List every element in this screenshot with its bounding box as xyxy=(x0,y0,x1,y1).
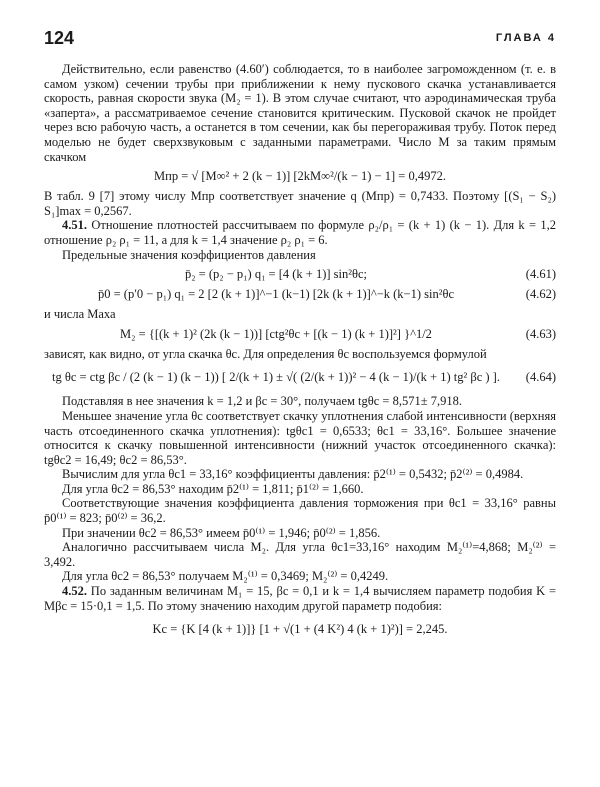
formula-text: Mпр = √ [M∞² + 2 (k − 1)] [2kM∞²/(k − 1) − 1] = 0,4972. xyxy=(154,169,446,184)
paragraph: При значении θc2 = 86,53° имеем p̄0⁽¹⁾ = 1,946; p̄0⁽²⁾ = 1,856. xyxy=(62,525,381,540)
paragraph-text: По заданным величинам M₁ = 15, βc = 0,1 и k = 1,4 вычисляем параметр подобия K = Mβc = 15·0,1 = 1,5. По этому значению находим другой параметр подобия: xyxy=(44,584,557,613)
paragraph: Соответствующие значения коэффициента давления торможения при θc1 = 33,16° равны p̄0⁽¹⁾ = 823; p̄0⁽²⁾ = 36,2. xyxy=(44,496,556,526)
paragraph: Аналогично рассчитываем числа M₂. Для угла θc1=33,16° находим M₂⁽¹⁾=4,868; M₂⁽²⁾ = 3,492. xyxy=(44,540,556,569)
paragraph: Меньшее значение угла θc соответствует скачку уплотнения слабой интенсивности (верхняя часть отсоединенного скачка уплотнения): tgθc1 = 0,6533; θc1 = 33,16°. Большее значение относится к скачку повышенной интенсивности (нижний участок отсоединенного скачка): tgθc2 = 16,49; θc2 = 86,53°. xyxy=(44,408,556,467)
formula xyxy=(44,267,556,282)
paragraph: Вычислим для угла θc1 = 33,16° коэффициенты давления: p̄2⁽¹⁾ = 0,5432; p̄2⁽²⁾ = 0,4984. xyxy=(62,467,524,482)
formula xyxy=(44,287,556,302)
formula xyxy=(44,169,556,184)
paragraph: и числа Маха xyxy=(44,307,116,322)
formula-text: p̄₂ = (p₂ − p₁) q₁ = [4 (k + 1)] sin²θc; xyxy=(184,267,368,282)
paragraph: Подставляя в нее значения k = 1,2 и βc = 30°, получаем tgθc = 8,571± 7,918. xyxy=(62,394,462,409)
formula xyxy=(44,622,556,637)
paragraph: В табл. 9 [7] этому числу Mпр соответствует значение q (Mпр) = 0,7433. Поэтому [(S₁ − S₂) S₁]max = 0,2567. xyxy=(44,189,556,218)
section-number: 4.51. xyxy=(62,218,87,233)
formula-text: tg θc = ctg βc / (2 (k − 1) (k − 1)) [ 2/(k + 1) ± √( (2/(k + 1))² − 4 (k − 1)/(k + 1) tg² βc ) ]. xyxy=(52,370,500,385)
equation-number: (4.62) xyxy=(525,287,556,302)
paragraph: Для угла θc2 = 86,53° находим p̄2⁽¹⁾ = 1,811; p̄1⁽²⁾ = 1,660. xyxy=(62,481,364,496)
formula xyxy=(44,327,556,342)
formula-text: p̄0 = (p′0 − p₁) q₁ = 2 [2 (k + 1)]^−1 (k−1) [2k (k + 1)]^−k (k−1) sin²θc xyxy=(97,287,455,302)
running-header xyxy=(44,28,556,52)
page-number: 124 xyxy=(44,28,75,48)
equation-number: (4.61) xyxy=(525,267,556,282)
page-body xyxy=(44,62,556,642)
equation-number: (4.64) xyxy=(525,370,556,385)
paragraph: Предельные значения коэффициентов давления xyxy=(62,247,316,262)
section-number: 4.52. xyxy=(62,584,87,599)
paragraph-text: Отношение плотностей рассчитываем по формуле ρ₂/ρ₁ = (k + 1) (k − 1). Для k = 1,2 отношение ρ₂ ρ₁ = 11, а для k = 1,4 значение ρ₂ ρ₁ = 6. xyxy=(44,218,556,247)
paragraph: Для угла θc2 = 86,53° получаем M₂⁽¹⁾ = 0,3469; M₂⁽²⁾ = 0,4249. xyxy=(62,569,389,584)
equation-number: (4.63) xyxy=(525,326,556,341)
paragraph xyxy=(44,218,556,247)
paragraph: Действительно, если равенство (4.60′) соблюдается, то в наиболее загроможденном (т. е. в самом узком) сечении трубы при приближении к нему пускового скачка устанавливается скорость, равная скорости звука (M₂ = 1). В этом случае считают, что аэродинамическая труба «заперта», а рассматриваемое сечение становится критическим. Пусковой скачок не пройдет через всю рабочую часть, а останется в том сечении, как бы перегораживая трубу. Поток перед моделью не будет сверхзвуковым с заданными параметрами. Число M за таким прямым скачком xyxy=(44,62,556,164)
formula xyxy=(44,370,556,385)
formula-text: Kc = {K [4 (k + 1)]} [1 + √(1 + (4 K²) 4 (k + 1)²)] = 2,245. xyxy=(152,622,448,637)
paragraph: зависят, как видно, от угла скачка θc. Для определения θc воспользуемся формулой xyxy=(44,346,487,361)
chapter-title: ГЛАВА 4 xyxy=(495,32,556,44)
paragraph xyxy=(44,584,556,613)
formula-text: M₂ = {[(k + 1)² (2k (k − 1))] [ctg²θc + [(k − 1) (k + 1)]²] }^1/2 xyxy=(120,326,432,341)
